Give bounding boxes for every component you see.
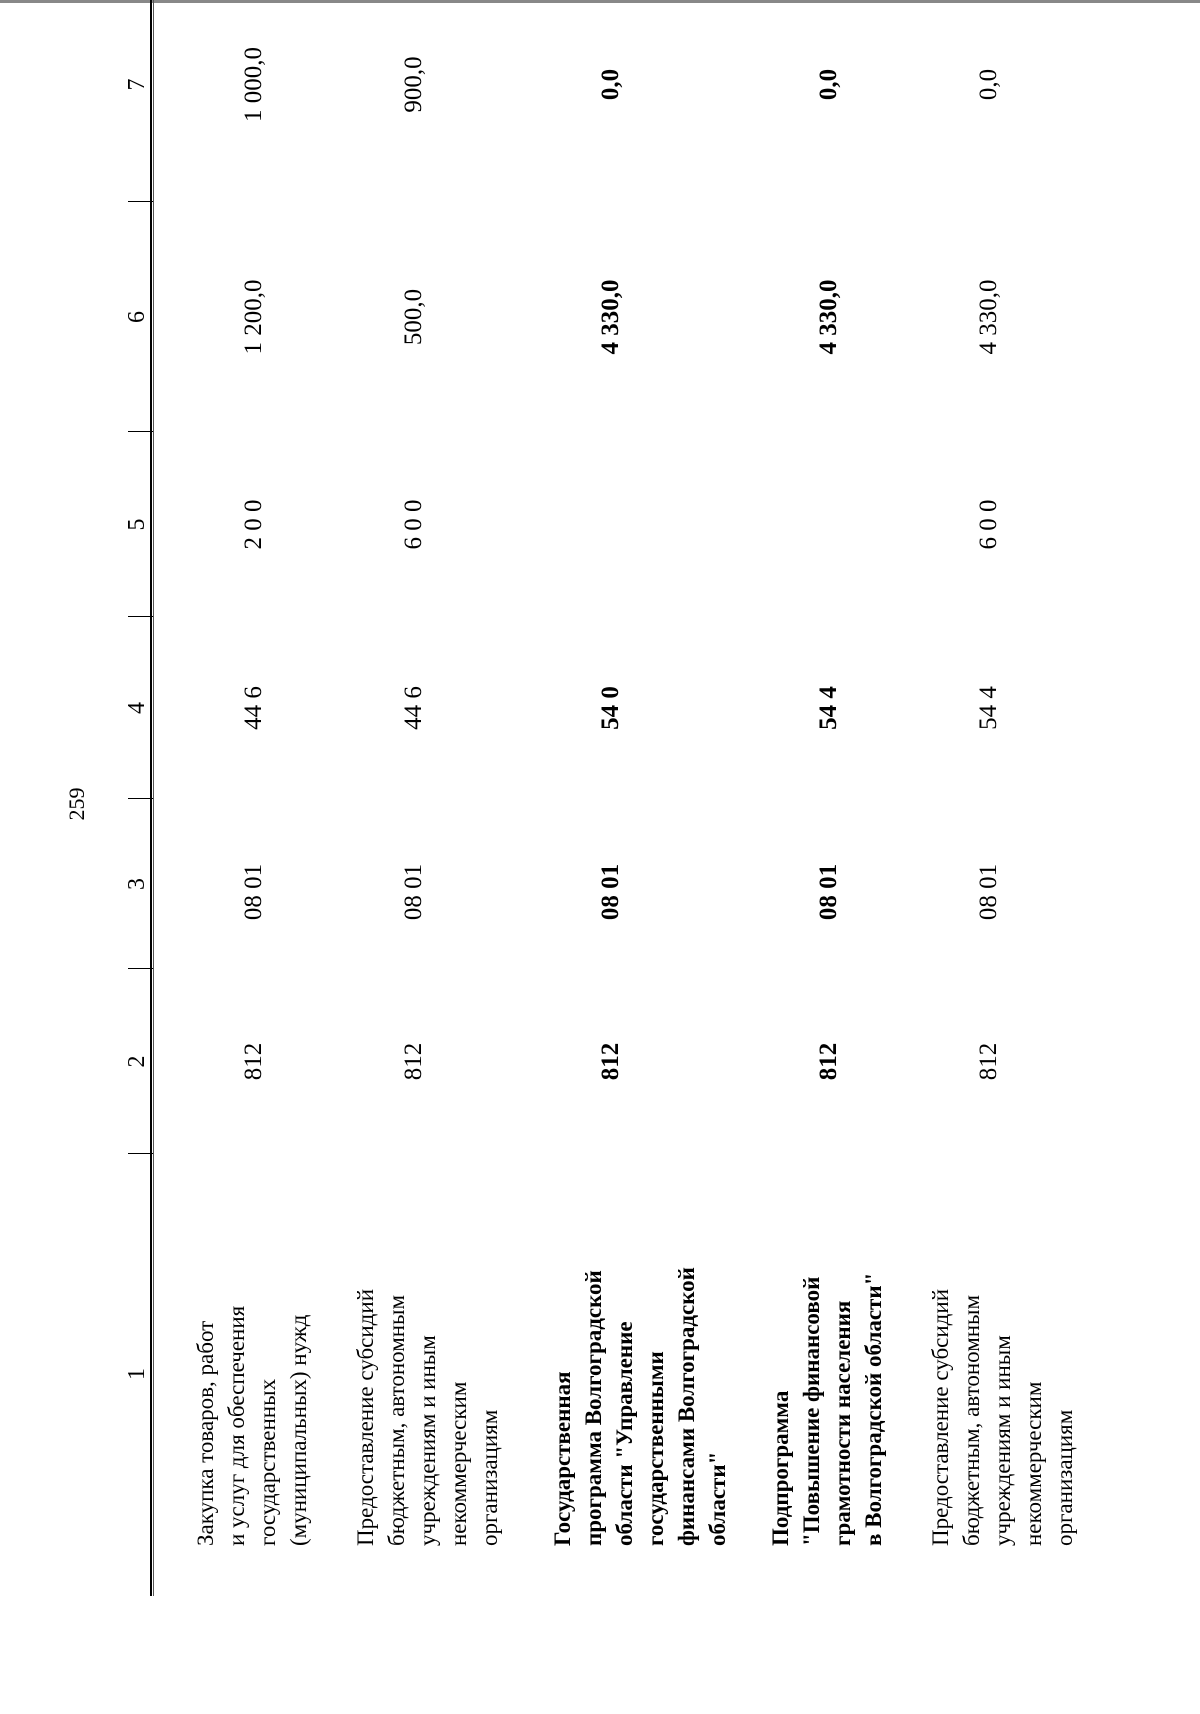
row-cell-col-6: 4 330,0 xyxy=(597,279,624,355)
row-cell-col-4: 54 4 xyxy=(975,686,1002,730)
row-name xyxy=(350,1146,505,1546)
row-name-line: организациям xyxy=(477,1409,502,1546)
col-header-4: 4 xyxy=(124,702,150,714)
row-name-line: Подпрограмма xyxy=(768,1390,793,1546)
row-cell-col-6: 4 330,0 xyxy=(815,279,842,355)
row-cell-col-6: 1 200,0 xyxy=(240,279,267,355)
row-cell-col-7: 0,0 xyxy=(815,68,842,101)
row-name-line: бюджетным, автономным xyxy=(959,1294,984,1546)
row-name-line: Предоставление субсидий xyxy=(928,1289,953,1546)
page-number: 259 xyxy=(64,787,89,821)
row-name xyxy=(925,1146,1080,1546)
row-cell-col-6: 500,0 xyxy=(400,288,427,346)
col-header-7: 7 xyxy=(124,78,150,91)
row-cell-col-3: 08 01 xyxy=(975,863,1002,921)
row-cell-col-4: 54 4 xyxy=(815,686,842,730)
col-header-3: 3 xyxy=(124,878,150,890)
row-cell-col-2: 812 xyxy=(975,1042,1002,1081)
row-name-line: (муниципальных) нужд xyxy=(286,1314,311,1546)
row-cell-col-4: 44 6 xyxy=(400,686,427,730)
row-cell-col-7: 0,0 xyxy=(597,68,624,101)
row-name-line: Закупка товаров, работ xyxy=(193,1320,218,1546)
row-name-line: "Повышение финансовой xyxy=(799,1276,824,1546)
col-header-5: 5 xyxy=(124,518,150,531)
row-cell-col-3: 08 01 xyxy=(240,863,267,921)
row-cell-col-6: 4 330,0 xyxy=(975,279,1002,355)
row-cell-col-5: 6 0 0 xyxy=(400,499,427,550)
row-name-line: области "Управление xyxy=(612,1321,637,1546)
row-name-line: грамотности населения xyxy=(830,1300,855,1546)
header-top-rule xyxy=(150,0,152,1596)
row-cell-col-7: 0,0 xyxy=(975,68,1002,101)
row-cell-col-7: 1 000,0 xyxy=(240,47,267,122)
row-name-line: области" xyxy=(705,1451,730,1546)
row-name-line: учреждениям и иным xyxy=(415,1335,440,1546)
row-cell-col-2: 812 xyxy=(240,1042,267,1081)
row-name xyxy=(765,1146,889,1546)
row-cell-col-7: 900,0 xyxy=(400,56,427,113)
col-header-2: 2 xyxy=(124,1055,150,1068)
row-cell-col-4: 54 0 xyxy=(597,686,624,730)
row-cell-col-5: 6 0 0 xyxy=(975,499,1002,550)
row-name-line: некоммерческим xyxy=(1021,1381,1046,1546)
row-cell-col-4: 44 6 xyxy=(240,686,267,730)
row-cell-col-3: 08 01 xyxy=(815,863,842,921)
row-name-line: и услуг для обеспечения xyxy=(224,1305,249,1546)
row-name-line: государственными xyxy=(643,1351,668,1546)
col-header-1: 1 xyxy=(124,1368,150,1380)
row-name-line: в Волгоградской области" xyxy=(861,1272,886,1546)
col-header-6: 6 xyxy=(124,311,150,323)
row-name-line: некоммерческим xyxy=(446,1381,471,1546)
row-cell-col-2: 812 xyxy=(597,1042,624,1081)
header-top-rule-inner xyxy=(153,0,154,1596)
row-cell-col-2: 812 xyxy=(815,1042,842,1081)
row-name xyxy=(547,1146,733,1546)
row-name xyxy=(190,1146,314,1546)
row-name-line: государственных xyxy=(255,1378,280,1546)
row-name-line: учреждениям и иным xyxy=(990,1335,1015,1546)
row-name-line: финансами Волгоградской xyxy=(674,1267,699,1546)
row-name-line: программа Волгоградской xyxy=(581,1270,606,1546)
row-name-line: Предоставление субсидий xyxy=(353,1289,378,1546)
row-cell-col-5: 2 0 0 xyxy=(240,499,267,550)
row-name-line: Государственная xyxy=(550,1371,575,1546)
row-name-line: бюджетным, автономным xyxy=(384,1294,409,1546)
row-cell-col-3: 08 01 xyxy=(597,863,624,921)
row-cell-col-3: 08 01 xyxy=(400,863,427,921)
row-name-line: организациям xyxy=(1052,1409,1077,1546)
row-cell-col-2: 812 xyxy=(400,1042,427,1081)
